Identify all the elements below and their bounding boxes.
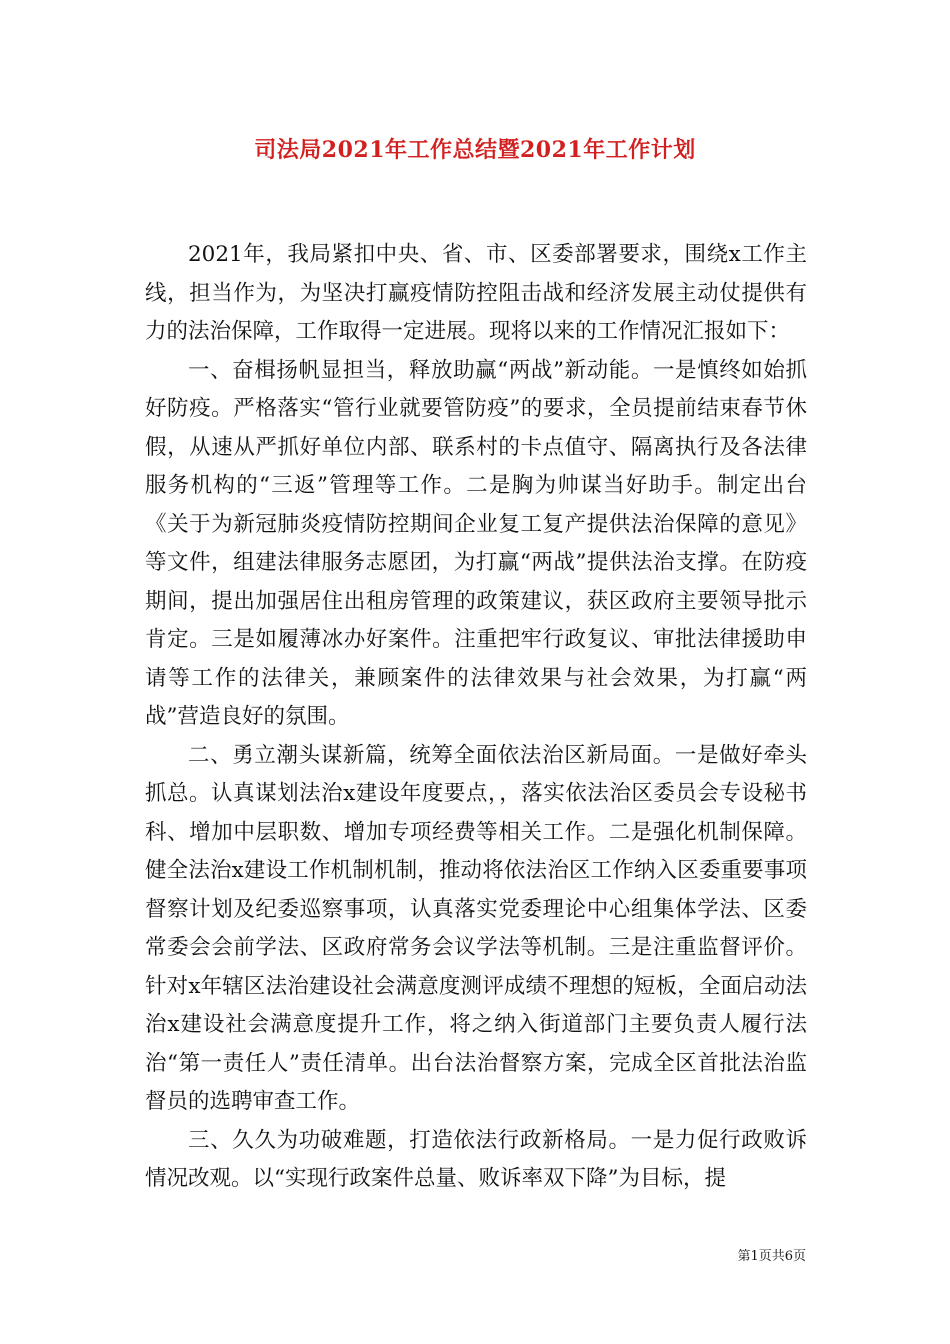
page-number: 第1页共6页: [737, 1249, 806, 1264]
paragraph-section-2: 二、勇立潮头谋新篇，统筹全面依法治区新局面。一是做好牵头抓总。认真谋划法治x建设年度要点，，落实依法治区委员会专设秘书科、增加中层职数、增加专项经费等相关工作。二是强化机制保障。健全法治x建设工作机制机制，推动将依法治区工作纳入区委重要事项督察计划及纪委巡察事项，认真落实党委理论中心组集体学法、区委常委会会前学法、区政府常务会议学法等机制。三是注重监督评价。针对x年辖区法治建设社会满意度测评成绩不理想的短板，全面启动法治x建设社会满意度提升工作，将之纳入街道部门主要负责人履行法治“第一责任人”责任清单。出台法治督察方案，完成全区首批法治监督员的选聘审查工作。: [145, 742, 807, 1114]
document-body: [145, 236, 807, 1199]
page-title: 司法局2021年工作总结暨2021年工作计划: [254, 137, 696, 163]
paragraph-intro: 2021年，我局紧扣中央、省、市、区委部署要求，围绕x工作主线，担当作为，为坚决打赢疫情防控阻击战和经济发展主动仗提供有力的法治保障，工作取得一定进展。现将以来的工作情况汇报如下：: [145, 242, 807, 344]
paragraph-section-3: 三、久久为功破难题，打造依法行政新格局。一是力促行政败诉情况改观。以“实现行政案件总量、败诉率双下降”为目标，提: [145, 1127, 807, 1191]
paragraph-section-1: 一、奋楫扬帆显担当，释放助赢“两战”新动能。一是慎终如始抓好防疫。严格落实“管行业就要管防疫”的要求，全员提前结束春节休假，从速从严抓好单位内部、联系村的卡点值守、隔离执行及各法律服务机构的“三返”管理等工作。二是胸为帅谋当好助手。制定出台《关于为新冠肺炎疫情防控期间企业复工复产提供法治保障的意见》等文件，组建法律服务志愿团，为打赢“两战”提供法治支撑。在防疫期间，提出加强居住出租房管理的政策建议，获区政府主要领导批示肯定。三是如履薄冰办好案件。注重把牢行政复议、审批法律援助申请等工作的法律关，兼顾案件的法律效果与社会效果，为打赢“两战”营造良好的氛围。: [145, 357, 807, 729]
